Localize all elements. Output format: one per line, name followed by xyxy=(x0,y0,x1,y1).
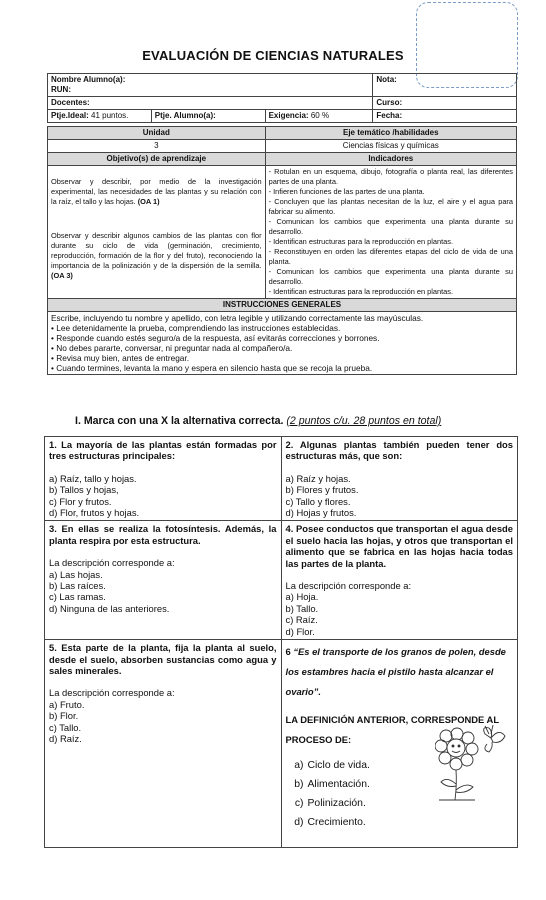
header-table xyxy=(47,73,517,375)
ideal-score-value: 41 puntos. xyxy=(91,111,129,120)
indicator-item: - Concluyen que las plantas necesitan de la luz, el aire y el agua para fabricar su alimento. xyxy=(268,197,513,216)
course-cell[interactable] xyxy=(373,97,517,110)
ideal-score-label: Ptje.Ideal: xyxy=(51,111,89,120)
student-score-cell[interactable] xyxy=(151,110,265,123)
grade-cell[interactable] xyxy=(373,74,517,97)
instruction-item: • Revisa muy bien, antes de entregar. xyxy=(51,353,190,363)
question-2-text: 2. Algunas plantas también pueden tener dos estructuras más, que son: xyxy=(285,439,513,462)
question-2 xyxy=(281,437,518,521)
section-1-title: I. Marca con una X la alternativa correcta. xyxy=(75,415,284,427)
option[interactable]: d) Raíz. xyxy=(49,732,82,744)
option[interactable]: c) Tallo y flores. xyxy=(285,495,351,507)
option[interactable]: b) Flores y frutos. xyxy=(285,484,359,496)
question-5 xyxy=(45,640,282,848)
indicator-item: - Rotulan en un esquema, dibujo, fotografía o planta real, las diferentes partes de una planta. xyxy=(268,167,513,186)
option[interactable]: d) Ninguna de las anteriores. xyxy=(49,602,170,614)
question-4-text: 4. Posee conductos que transportan el agua desde el suelo hacia las hojas, y otros que transportan el alimento que se fabrica en las hojas hacia todas las partes de la planta. xyxy=(285,523,513,569)
grade-label: Nota: xyxy=(376,75,397,84)
option[interactable]: c) Flor y frutos. xyxy=(49,495,112,507)
question-5-prompt: La descripción corresponde a: xyxy=(49,687,175,699)
student-score-label: Ptje. Alumno(a): xyxy=(154,111,216,120)
objective-1: Observar y describir, por medio de la investigación experimental, las necesidades de las plantas y su relación con la raíz, el tallo y las hojas. (OA 1) xyxy=(51,177,262,206)
option[interactable]: b. Alimentación. xyxy=(304,775,514,794)
requirement-cell xyxy=(265,110,373,123)
indicator-item: - Comunican los cambios que experimenta una planta durante su desarrollo. xyxy=(268,217,513,236)
instruction-item: • Responde cuando estés seguro/a de la respuesta, así evitarás correcciones y borrones. xyxy=(51,333,380,343)
requirement-value: 60 % xyxy=(310,111,330,120)
question-3 xyxy=(45,521,282,640)
option[interactable]: a) Hoja. xyxy=(285,591,319,603)
instructions-header: INSTRUCCIONES GENERALES xyxy=(48,299,517,312)
question-4-prompt: La descripción corresponde a: xyxy=(285,580,412,592)
axis-header: Eje temático /habilidades xyxy=(265,127,516,140)
option[interactable]: c. Polinización. xyxy=(304,794,514,813)
indicator-item: - Identifican estructuras para la reproducción en plantas. xyxy=(268,287,454,296)
date-cell[interactable] xyxy=(373,110,517,123)
unit-header: Unidad xyxy=(48,127,266,140)
section-1-points: (2 puntos c/u. 28 puntos en total) xyxy=(286,415,442,427)
option[interactable]: a. Ciclo de vida. xyxy=(304,756,514,775)
question-1 xyxy=(45,437,282,521)
instruction-item: • Cuando termines, levanta la mano y espera en silencio hasta que se recoja la prueba. xyxy=(51,363,373,373)
indicator-item: - Comunican los cambios que experimenta una planta durante su desarrollo. xyxy=(268,267,513,286)
teachers-cell[interactable] xyxy=(48,97,373,110)
ideal-score-cell xyxy=(48,110,152,123)
option[interactable]: a) Las hojas. xyxy=(49,568,103,580)
student-name-label: Nombre Alumno(a): xyxy=(51,75,126,84)
option[interactable]: d. Crecimiento. xyxy=(304,813,514,832)
indicators-cell xyxy=(265,166,516,299)
question-5-text: 5. Esta parte de la planta, fija la planta al suelo, desde el suelo, absorben sustancias como agua y sales minerales. xyxy=(49,642,277,676)
option[interactable]: c) Tallo. xyxy=(49,721,82,733)
option[interactable]: a) Raíz, tallo y hojas. xyxy=(49,472,137,484)
option[interactable]: a) Fruto. xyxy=(49,698,85,710)
option[interactable]: b) Las raíces. xyxy=(49,580,106,592)
instruction-item: • No debes pararte, conversar, ni preguntar nada al compañero/a. xyxy=(51,343,293,353)
indicator-item: - Infieren funciones de las partes de una planta. xyxy=(268,187,425,196)
question-6 xyxy=(281,640,518,848)
date-label: Fecha: xyxy=(376,111,403,120)
question-6-text: LA DEFINICIÓN ANTERIOR, CORRESPONDE AL PROCESO DE: xyxy=(285,714,499,746)
unit-value: 3 xyxy=(48,140,266,153)
objective-2: Observar y describir algunos cambios de las plantas con flor durante su ciclo de vida (germinación, crecimiento, reproducción, formación de la flor y del fruto), reconociendo la importancia de la polinización y de la dispersión de la semilla. (OA 3) xyxy=(51,231,262,280)
question-6-quote: 6 “Es el transporte de los granos de polen, desde los estambres hacia el pistilo hasta alcanzar el ovario”. xyxy=(285,646,506,698)
indicators-header: Indicadores xyxy=(265,153,516,166)
option[interactable]: d) Flor. xyxy=(285,625,315,637)
instruction-item: Escribe, incluyendo tu nombre y apellido, con letra legible y utilizando correctamente las mayúsculas. xyxy=(51,313,424,323)
question-3-text: 3. En ellas se realiza la fotosíntesis. Además, la planta respira por esta estructura. xyxy=(49,523,277,546)
requirement-label: Exigencia: xyxy=(268,111,309,120)
section-1-heading xyxy=(75,415,441,427)
axis-value: Ciencias físicas y químicas xyxy=(265,140,516,153)
indicator-item: - Reconstituyen en orden las diferentes etapas del ciclo de vida de una planta. xyxy=(268,247,513,266)
indicator-item: - Identifican estructuras para la reproducción en plantas. xyxy=(268,237,454,246)
objectives-cell xyxy=(48,166,266,299)
option[interactable]: d) Flor, frutos y hojas. xyxy=(49,507,140,519)
run-label: RUN: xyxy=(51,85,71,94)
instructions-cell xyxy=(48,312,517,375)
objectives-header: Objetivo(s) de aprendizaje xyxy=(48,153,266,166)
option[interactable]: b) Tallo. xyxy=(285,602,319,614)
instruction-item: • Lee detenidamente la prueba, comprendiendo las instrucciones establecidas. xyxy=(51,323,341,333)
option[interactable]: c) Raíz. xyxy=(285,614,318,626)
teachers-label: Docentes: xyxy=(51,98,90,107)
option[interactable]: d) Hojas y frutos. xyxy=(285,507,357,519)
question-4 xyxy=(281,521,518,640)
question-1-text: 1. La mayoría de las plantas están formadas por tres estructuras principales: xyxy=(49,439,277,462)
questions-table xyxy=(44,436,518,848)
page-title: EVALUACIÓN DE CIENCIAS NATURALES xyxy=(142,48,404,63)
option[interactable]: a) Raíz y hojas. xyxy=(285,472,351,484)
course-label: Curso: xyxy=(376,98,403,107)
student-name-cell[interactable] xyxy=(48,74,373,97)
option[interactable]: b) Tallos y hojas, xyxy=(49,484,119,496)
flower-butterfly-illustration xyxy=(435,724,507,802)
option[interactable]: b) Flor. xyxy=(49,710,79,722)
option[interactable]: c) Las ramas. xyxy=(49,591,106,603)
question-3-prompt: La descripción corresponde a: xyxy=(49,557,175,569)
